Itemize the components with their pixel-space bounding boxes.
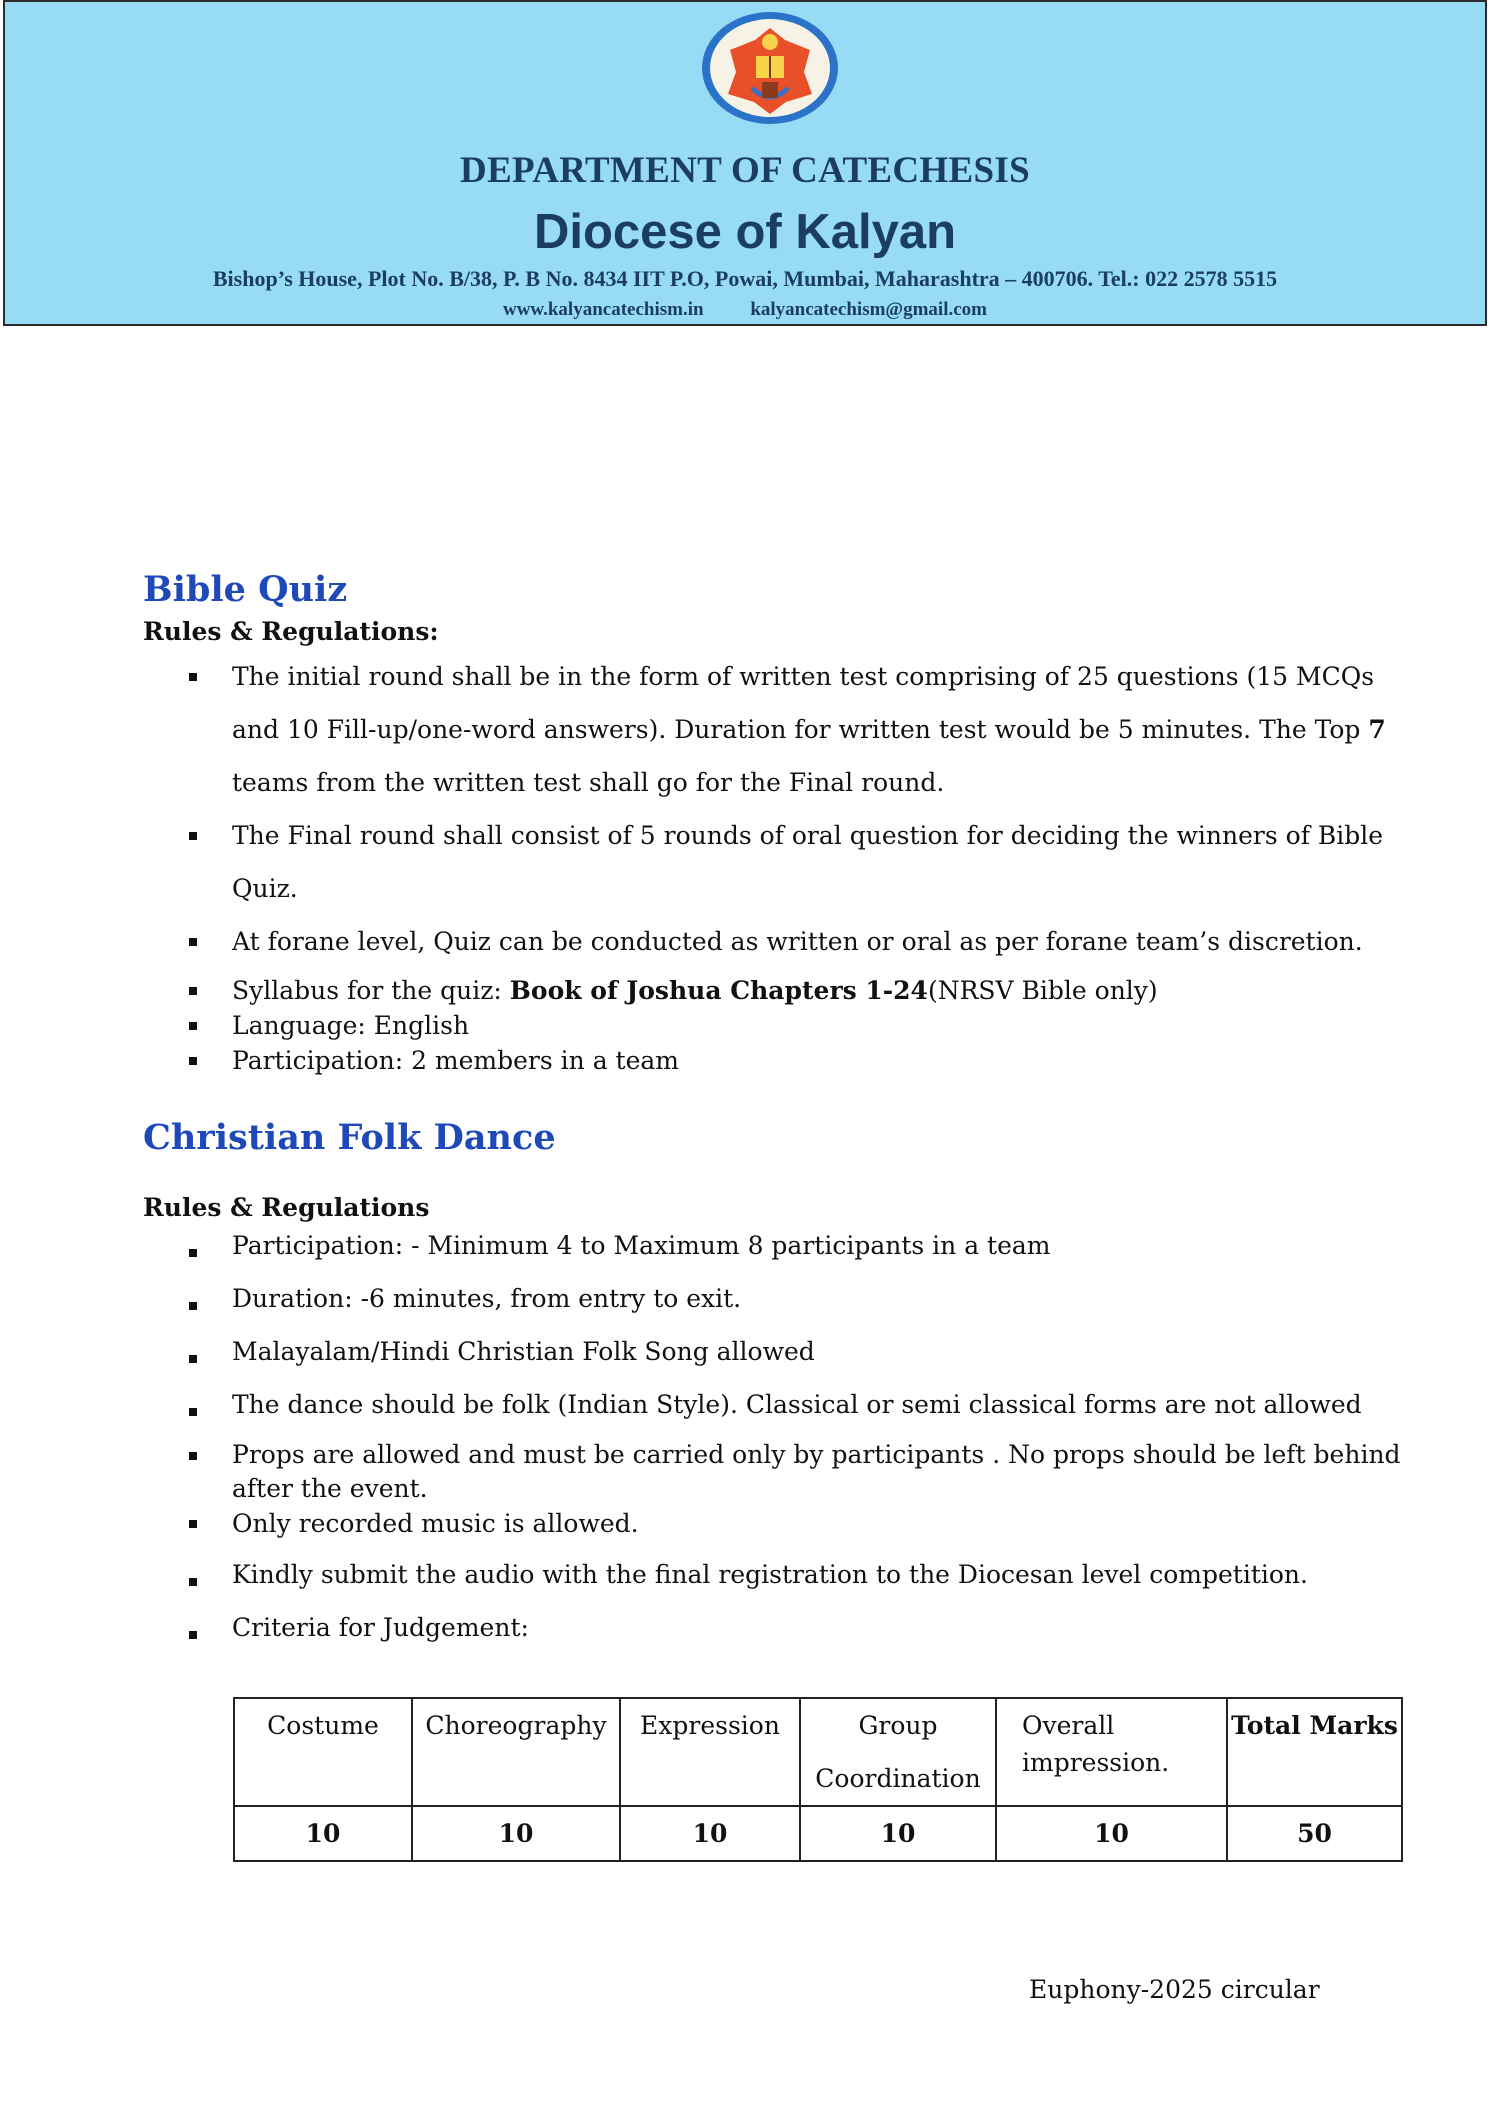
diocese-name: Diocese of Kalyan <box>533 205 957 259</box>
table-cell: 10 <box>996 1806 1227 1861</box>
list-item: Only recorded music is allowed. <box>232 1506 1403 1541</box>
address-line: Bishop’s House, Plot No. B/38, P. B No. 8434 IIT P.O, Powai, Mumbai, Maharashtra – 400706. Tel.: 022 2578 5515 <box>212 266 1278 291</box>
list-item: Duration: -6 minutes, from entry to exit. <box>232 1279 1403 1318</box>
bible-quiz-title: Bible Quiz <box>143 569 348 610</box>
list-item: Malayalam/Hindi Christian Folk Song allowed <box>232 1332 1403 1371</box>
table-cell: 50 <box>1227 1806 1402 1861</box>
footer-circular-label: Euphony-2025 circular <box>1029 1975 1320 2004</box>
table-header-cell: Choreography <box>412 1698 620 1806</box>
list-item: Syllabus for the quiz: Book of Joshua Chapters 1-24(NRSV Bible only) <box>232 973 1403 1008</box>
table-row <box>234 1806 1402 1861</box>
list-item: At forane level, Quiz can be conducted as written or oral as per forane team’s discretion. <box>232 915 1403 968</box>
bible-quiz-rules-heading: Rules & Regulations: <box>143 617 439 646</box>
table-header-cell: Total Marks <box>1227 1698 1402 1806</box>
table-row <box>234 1698 1402 1806</box>
circular-body <box>143 566 1403 1647</box>
website-link[interactable]: www.kalyancatechism.in <box>502 299 704 320</box>
list-item: The Final round shall consist of 5 rounds of oral question for deciding the winners of Bible Quiz. <box>232 809 1403 915</box>
table-cell: 10 <box>234 1806 412 1861</box>
table-cell: 10 <box>800 1806 996 1861</box>
list-item: Kindly submit the audio with the final registration to the Diocesan level competition. <box>232 1555 1403 1594</box>
email-link[interactable]: kalyancatechism@gmail.com <box>750 299 987 320</box>
list-item: Participation: 2 members in a team <box>232 1043 1403 1078</box>
contact-line <box>5 299 1485 321</box>
folk-dance-rules-heading: Rules & Regulations <box>143 1193 430 1222</box>
department-name: DEPARTMENT OF CATECHESIS <box>460 150 1030 191</box>
table-header-cell: Group Coordination <box>800 1698 996 1806</box>
list-item: The initial round shall be in the form of written test comprising of 25 questions (15 MCQs and 10 Fill-up/one-word answers). Duration for written test would be 5 minutes. The Top 7 teams from the written test shall go for the Final round. <box>232 650 1403 809</box>
list-item: Criteria for Judgement: <box>232 1608 1403 1647</box>
folk-dance-title: Christian Folk Dance <box>143 1117 556 1158</box>
table-cell: 10 <box>620 1806 800 1861</box>
list-item: Language: English <box>232 1008 1403 1043</box>
list-item: The dance should be folk (Indian Style). Classical or semi classical forms are not allowed <box>232 1385 1403 1424</box>
table-header-cell: Overall impression. <box>996 1698 1227 1806</box>
table-header-cell: Expression <box>620 1698 800 1806</box>
letterhead <box>3 0 1487 326</box>
bible-quiz-rules-list <box>143 650 1403 1078</box>
list-item: Props are allowed and must be carried only by participants . No props should be left behind after the event. <box>232 1438 1403 1506</box>
folk-dance-rules-list <box>143 1226 1403 1647</box>
judgement-criteria-table <box>233 1697 1403 1862</box>
table-header-cell: Costume <box>234 1698 412 1806</box>
diocese-seal-icon <box>700 10 840 126</box>
table-cell: 10 <box>412 1806 620 1861</box>
list-item: Participation: - Minimum 4 to Maximum 8 participants in a team <box>232 1226 1403 1265</box>
